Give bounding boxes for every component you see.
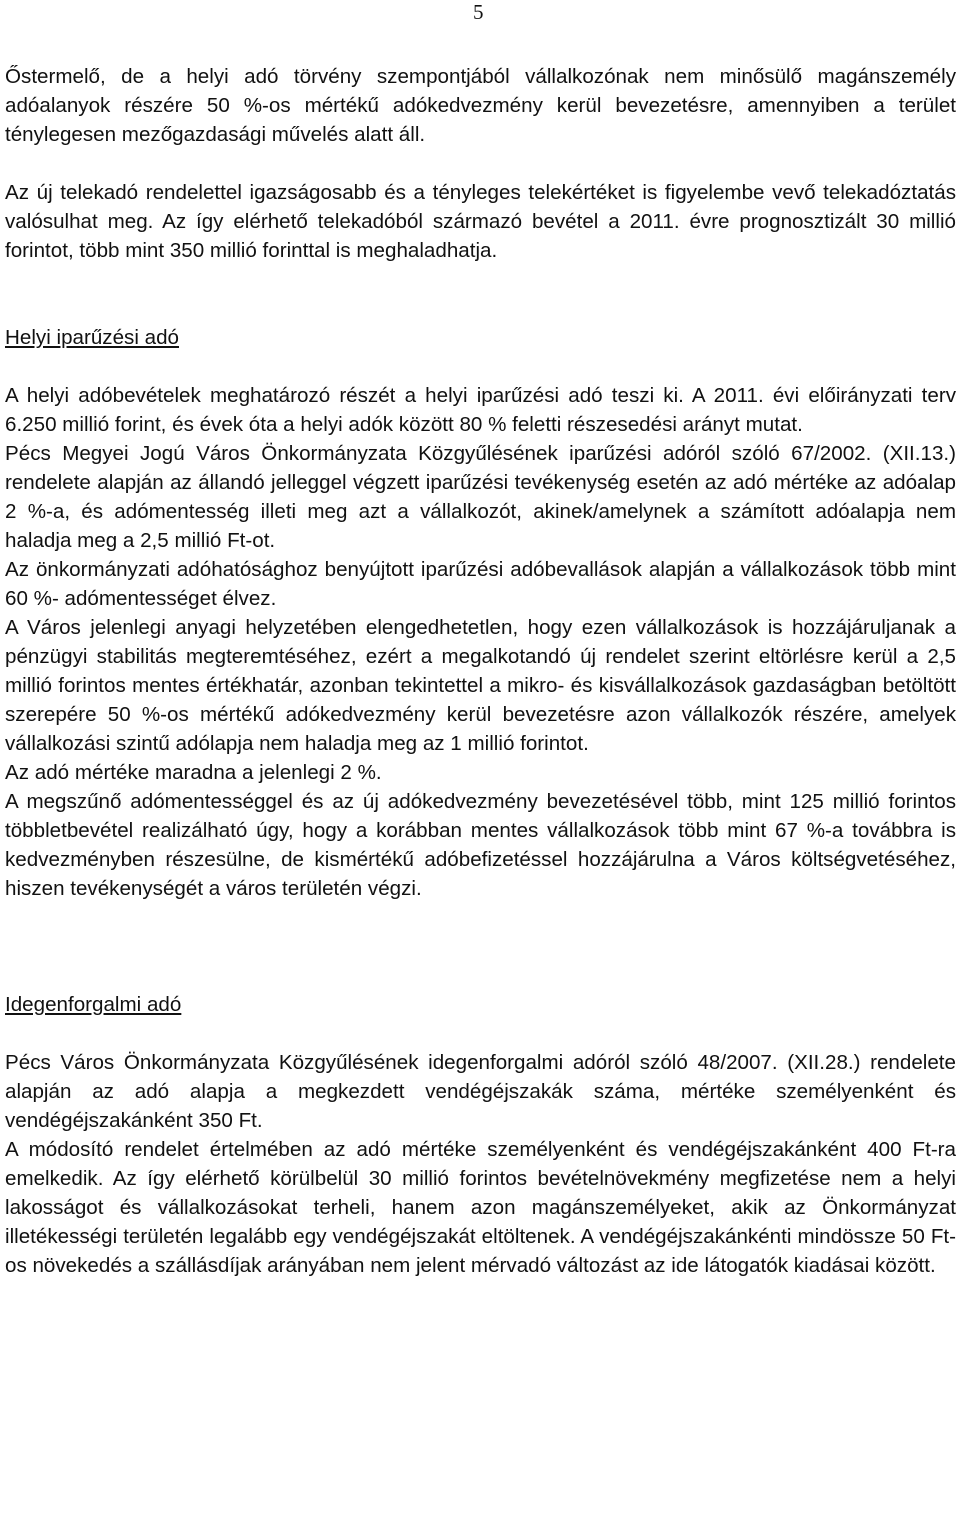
paragraph-telekado: Az új telekadó rendelettel igazságosabb és a tényleges telekértéket is figyelembe vevő telekadóztatás valósulhat meg. Az így elérhető telekadóból származó bevétel a 2011. évre prognosztizált 30 millió forintot, több mint 350 millió forinttal is meghaladhatja. (5, 181, 956, 262)
paragraph-adomentesseg: A megszűnő adómentességgel és az új adókedvezmény bevezetésével több, mint 125 millió forintos többletbevétel realizálható úgy, hogy a korábban mentes vállalkozások több mint 67 %-a továbbra is kedvezményben részesülne, de kismértékű adóbefizetéssel hozzájárulna a Város költségvetéséhez, hiszen tevékenységét a város területén végzi. (5, 790, 956, 900)
section-heading-iparuzesi-ado: Helyi iparűzési adó (5, 326, 179, 349)
paragraph-adobevallasok: Az önkormányzati adóhatósághoz benyújtott iparűzési adóbevallások alapján a vállalkozások több mint 60 %- adómentességet élvez. (5, 558, 956, 610)
spacer (5, 149, 956, 178)
paragraph-idegenforgalmi-rendelet: Pécs Város Önkormányzata Közgyűlésének idegenforgalmi adóról szóló 48/2007. (XII.28.) rendelete alapján az adó alapja a megkezdett vendégéjszakák száma, mértéke személyenként és vendégéjszakánként 350 Ft. (5, 1051, 956, 1132)
paragraph-ado-mertek: Az adó mértéke maradna a jelenlegi 2 %. (5, 761, 382, 784)
spacer (5, 265, 956, 323)
paragraph-rendelet-iparuzesi: Pécs Megyei Jogú Város Önkormányzata Közgyűlésének iparűzési adóról szóló 67/2002. (XII.13.) rendelete alapján az állandó jelleggel végzett iparűzési tevékenység esetén az adó mértéke az adóalap 2 %-a, és adómentesség illeti meg azt a vállalkozót, akinek/amelynek a számított adóalapja nem haladja meg a 2,5 millió Ft-ot. (5, 442, 956, 552)
page-number: 5 (473, 0, 484, 24)
spacer (5, 903, 956, 990)
paragraph-varos-helyzet: A Város jelenlegi anyagi helyzetében elengedhetetlen, hogy ezen vállalkozások is hozzájáruljanak a pénzügyi stabilitás megteremtéséhez, ezért a megalkotandó új rendelet szerint eltörlésre kerül a 2,5 millió forintos mentes értékhatár, azonban tekintettel a mikro- és kisvállalkozások gazdaságban betöltött szerepére 50 %-os mértékű adókedvezmény kerül bevezetésre azon vállalkozók részére, amelyek vállalkozási szintű adólapja nem haladja meg az 1 millió forintot. (5, 616, 956, 755)
document-body (5, 62, 956, 1280)
spacer (5, 1019, 956, 1048)
paragraph-ostermelo: Őstermelő, de a helyi adó törvény szempontjából vállalkozónak nem minősülő magánszemély adóalanyok részére 50 %-os mértékű adókedvezmény kerül bevezetésre, amennyiben a terület ténylegesen mezőgazdasági művelés alatt áll. (5, 65, 956, 146)
spacer (5, 352, 956, 381)
paragraph-adobevetelek: A helyi adóbevételek meghatározó részét a helyi iparűzési adó teszi ki. A 2011. évi előirányzati terv 6.250 millió forint, és évek óta a helyi adók között 80 % feletti részesedési arányt mutat. (5, 384, 956, 436)
section-heading-idegenforgalmi-ado: Idegenforgalmi adó (5, 993, 182, 1016)
paragraph-modosito-rendelet: A módosító rendelet értelmében az adó mértéke személyenként és vendégéjszakánként 400 Ft-ra emelkedik. Az így elérhető körülbelül 30 millió forintos bevételnövekmény megfizetése nem a helyi lakosságot és vállalkozásokat terheli, hanem azon magánszemélyeket, akik az Önkormányzat illetékességi területén legalább egy vendégéjszakát eltöltenek. A vendégéjszakánkénti mindössze 50 Ft-os növekedés a szállásdíjak arányában nem jelent mérvadó változást az ide látogatók kiadásai között. (5, 1138, 956, 1277)
